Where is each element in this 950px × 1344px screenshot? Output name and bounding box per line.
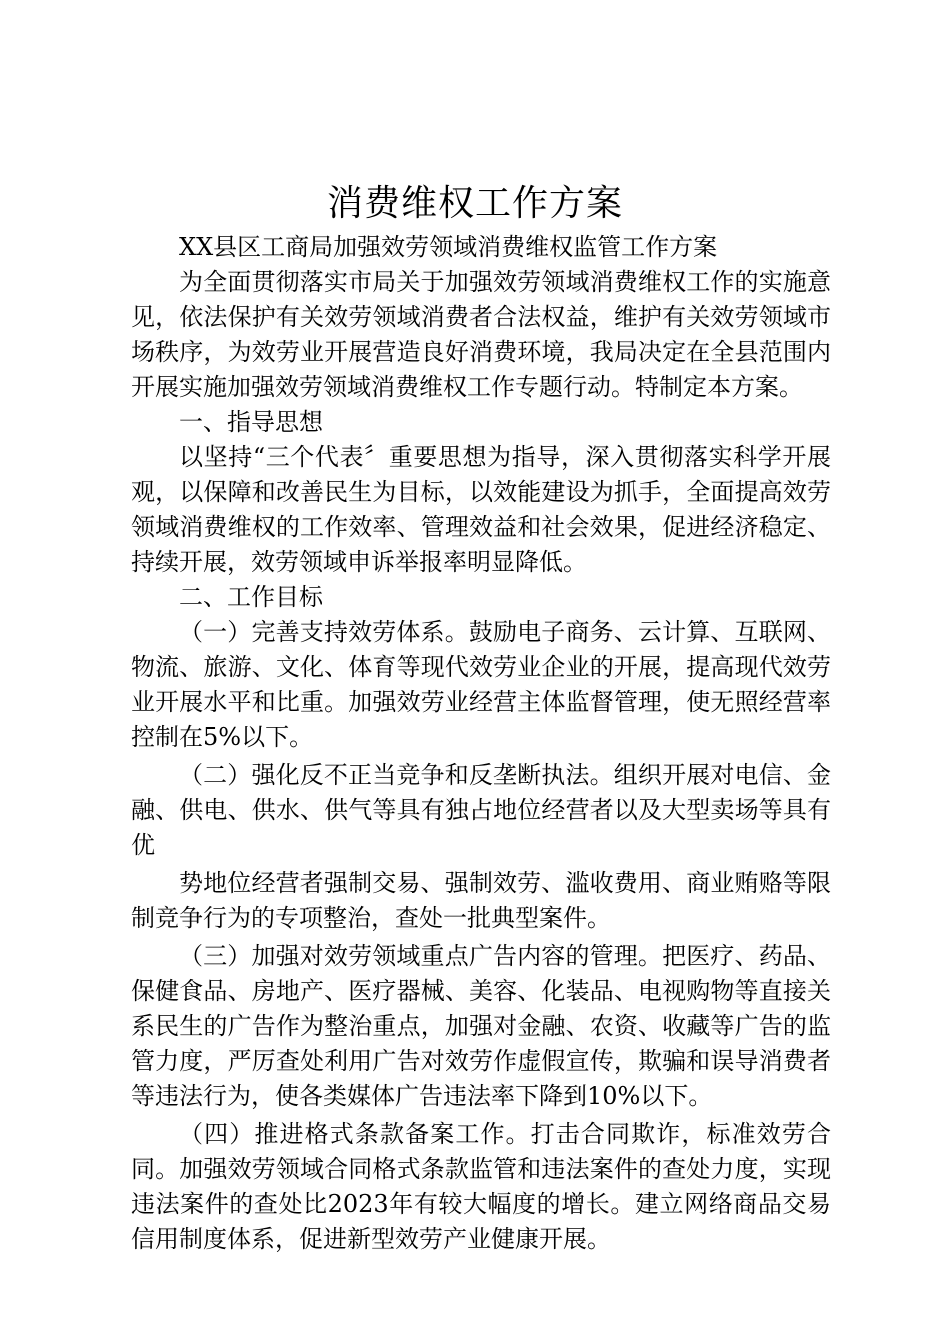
paragraph-goal-2: （二）强化反不正当竞争和反垄断执法。组织开展对电信、金融、供电、供水、供气等具有独占地位经营者以及大型卖场等具有优 (131, 761, 831, 859)
document-body (131, 230, 831, 1257)
paragraph-guiding-ideology: 以坚持“三个代表〞重要思想为指导，深入贯彻落实科学开展观，以保障和改善民生为目标，以效能建设为抓手，全面提高效劳领域消费维权的工作效率、管理效益和社会效果，促进经济稳定、持续开展，效劳领域申诉举报率明显降低。 (131, 443, 831, 576)
document-title: 消费维权工作方案 (326, 183, 623, 224)
paragraph-intro: 为全面贯彻落实市局关于加强效劳领域消费维权工作的实施意见，依法保护有关效劳领域消费者合法权益，维护有关效劳领域市场秩序，为效劳业开展营造良好消费环境，我局决定在全县范围内开展实施加强效劳领域消费维权工作专题行动。特制定本方案。 (131, 268, 831, 401)
paragraph-goal-2-continued: 势地位经营者强制交易、强制效劳、滥收费用、商业贿赂等限制竞争行为的专项整治，查处一批典型案件。 (131, 869, 831, 932)
paragraph-goal-3: （三）加强对效劳领域重点广告内容的管理。把医疗、药品、保健食品、房地产、医疗器械、美容、化装品、电视购物等直接关系民生的广告作为整治重点，加强对金融、农资、收藏等广告的监管力度，严厉查处利用广告对效劳作虚假宣传，欺骗和误导消费者等违法行为，使各类媒体广告违法率下降到10%以下。 (131, 942, 831, 1110)
section-heading-work-goals: 二、工作目标 (179, 583, 323, 611)
paragraph-goal-1: （一）完善支持效劳体系。鼓励电子商务、云计算、互联网、物流、旅游、文化、体育等现代效劳业企业的开展，提高现代效劳业开展水平和比重。加强效劳业经营主体监督管理，使无照经营率控制在5%以下。 (131, 618, 831, 751)
section-heading-guiding-ideology: 一、指导思想 (179, 408, 323, 436)
document-subtitle: XX县区工商局加强效劳领域消费维权监管工作方案 (179, 233, 718, 261)
paragraph-goal-4: （四）推进格式条款备案工作。打击合同欺诈，标准效劳合同。加强效劳领域合同格式条款监管和违法案件的查处力度，实现违法案件的查处比2023年有较大幅度的增长。建立网络商品交易信用制度体系，促进新型效劳产业健康开展。 (131, 1120, 831, 1253)
